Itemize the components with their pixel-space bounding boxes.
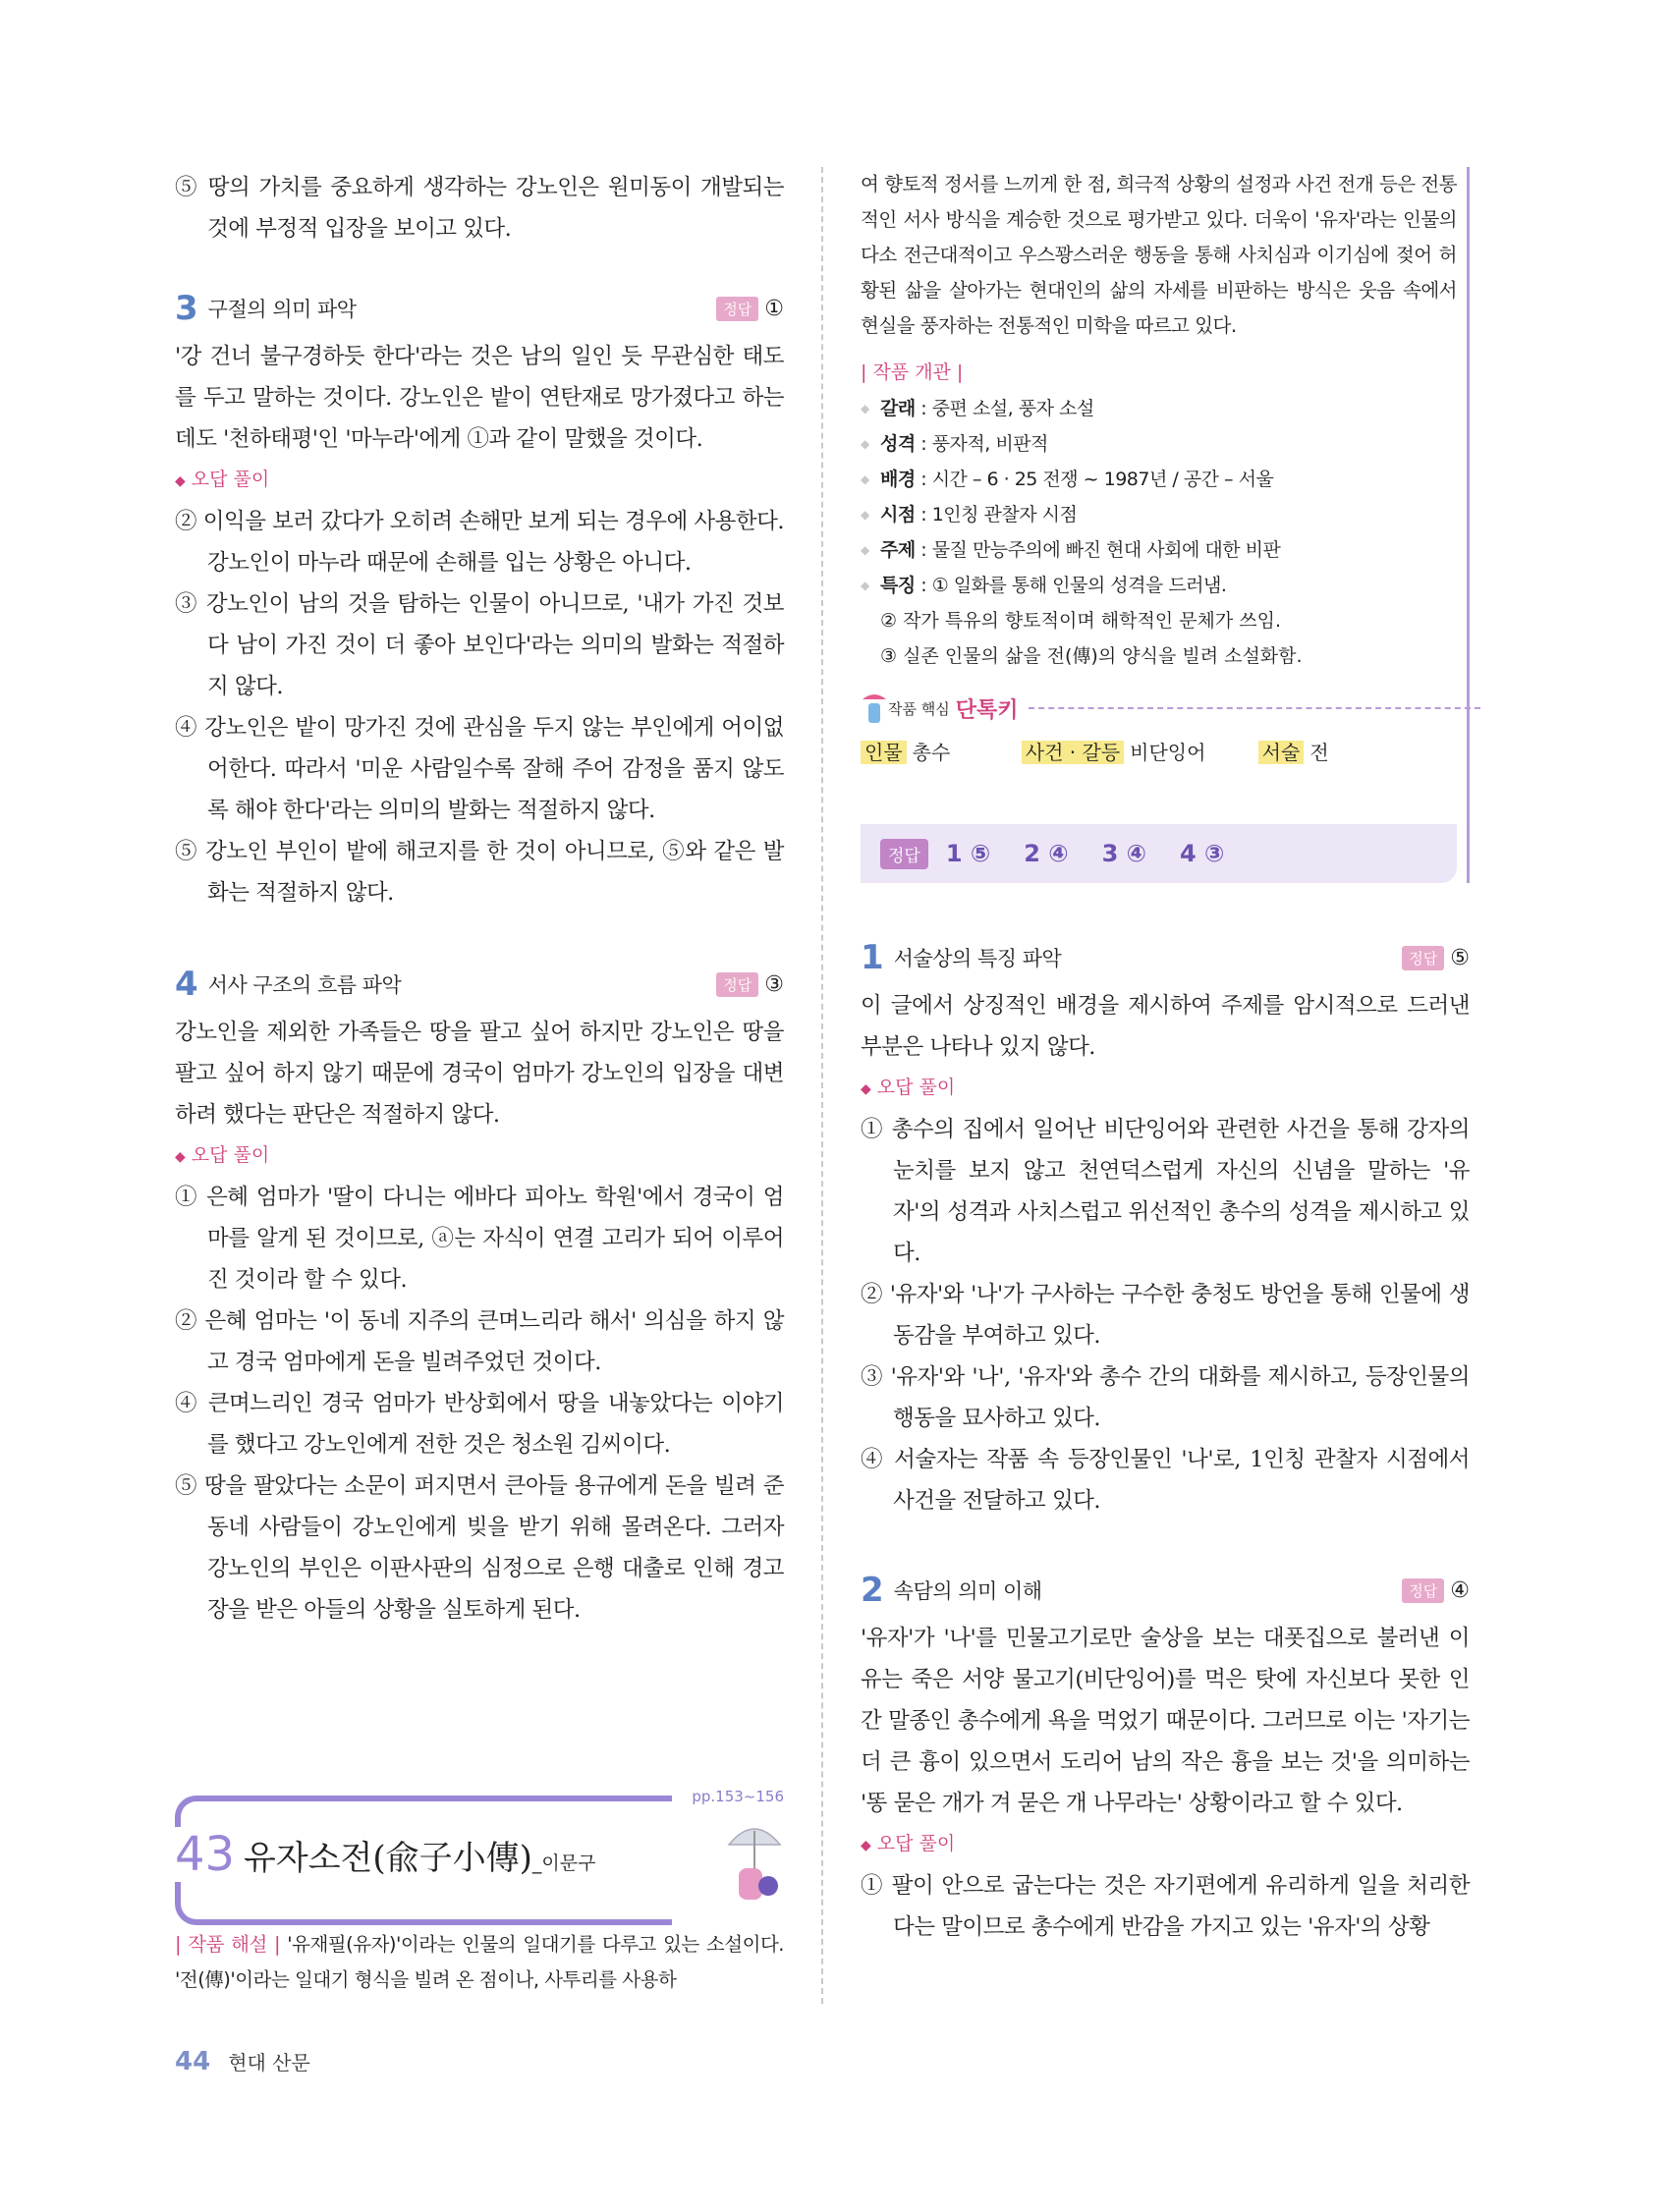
left-column (175, 167, 784, 1631)
answers-bar (861, 824, 1457, 883)
column-divider (821, 167, 823, 2004)
answer-tag: 정답 (716, 972, 758, 997)
work-number: 43 (175, 1827, 239, 1882)
keyword-cell: 인물 총수 (861, 737, 1022, 765)
overview-subitem: ③ 실존 인물의 삶을 전(傳)의 양식을 빌려 소설화함. (880, 645, 1303, 667)
diamond-icon: ◆ (175, 473, 186, 489)
answer-value: ⑤ (1450, 945, 1470, 970)
answer-item: 3 ④ (1101, 840, 1146, 867)
answer-item: 2 ④ (1024, 840, 1069, 867)
parasol-icon (725, 1817, 784, 1906)
dashed-line (1029, 707, 1481, 709)
work-author: _이문구 (531, 1853, 596, 1874)
intro-continuation: 여 향토적 정서를 느끼게 한 점, 희극적 상황의 설정과 사건 전개 등은 전통적인 서사 방식을 계승한 것으로 평가받고 있다. 더욱이 '유자'라는 인물의 다소 전근대적이고 우스꽝스러운 행동을 통해 사치심과 이기심에 젖어 허황된 삶을 살아가는 현대인의 삶의 자세를 비판하는 방식은 웃음 속에서 현실을 풍자하는 전통적인 미학을 따르고 있다. (861, 173, 1457, 337)
list-item: ② 은혜 엄마는 '이 동네 지주의 큰며느리라 해서' 의심을 하지 않고 경국 엄마에게 돈을 빌려주었던 것이다. (175, 1308, 784, 1375)
section-number: 1 (861, 938, 884, 977)
section-title: 서술상의 특징 파악 (893, 947, 1062, 970)
keyword-cell: 서술 전 (1258, 737, 1457, 765)
top-item: ⑤ 땅의 가치를 중요하게 생각하는 강노인은 원미동이 개발되는 것에 부정적 입장을 보이고 있다. (175, 175, 784, 242)
answer-tag: 정답 (716, 297, 758, 321)
answer-item: 4 ③ (1179, 840, 1225, 867)
list-item: ⑤ 땅을 팔았다는 소문이 퍼지면서 큰아들 용규에게 돈을 빌려 준 동네 사람들이 강노인에게 빚을 받기 위해 몰려온다. 그러자 강노인의 부인은 이판사판의 심정으로 은행 대출로 인해 경고장을 받은 아들의 상황을 실토하게 된다. (175, 1473, 784, 1623)
list-item: ② '유자'와 '나'가 구사하는 구수한 충청도 방언을 통해 인물에 생동감을 부여하고 있다. (861, 1282, 1470, 1349)
section-1-body: 이 글에서 상징적인 배경을 제시하여 주제를 암시적으로 드러낸 부분은 나타나 있지 않다. (861, 993, 1470, 1060)
section-2-body: '유자'가 '나'를 민물고기로만 술상을 보는 대폿집으로 불러낸 이유는 죽은 서양 물고기(비단잉어)를 먹은 탓에 자신보다 못한 인간 말종인 총수에게 욕을 먹었기 때문이다. 그러므로 이는 '자기는 더 큰 흉이 있으면서 도리어 남의 작은 흉을 보는 것'을 의미하는 '똥 묻은 개가 겨 묻은 개 나무라는' 상황이라고 할 수 있다. (861, 1626, 1470, 1816)
answer-value: ③ (764, 971, 784, 997)
wrong-answer-heading: ◆ 오답 풀이 (175, 1144, 270, 1166)
diamond-icon: ◆ (861, 1838, 871, 1853)
page-range: pp.153~156 (692, 1788, 784, 1805)
diamond-icon: ◆ (175, 1149, 186, 1165)
list-item: ④ 강노인은 밭이 망가진 것에 관심을 두지 않는 부인에게 어이없어한다. 따라서 '미운 사람일수록 잘해 주어 감정을 품지 않도록 해야 한다'라는 의미의 발화는 적절하지 않다. (175, 715, 784, 823)
keyword-cell: 사건 · 갈등 비단잉어 (1022, 737, 1258, 765)
right-column (861, 167, 1470, 1948)
section-4-header (175, 965, 784, 1004)
list-item: ① 총수의 집에서 일어난 비단잉어와 관련한 사건을 통해 강자의 눈치를 보지 않고 천연덕스럽게 자신의 신념을 말하는 '유자'의 성격과 사치스럽고 위선적인 총수의 성격을 제시하고 있다. (861, 1117, 1470, 1266)
list-item: ⑤ 강노인 부인이 밭에 해코지를 한 것이 아니므로, ⑤와 같은 발화는 적절하지 않다. (175, 839, 784, 906)
answer-badge (1402, 1578, 1470, 1603)
keyword-header (861, 691, 1457, 725)
section-1-header (861, 938, 1470, 977)
work-info-box (861, 167, 1470, 883)
answer-tag: 정답 (1402, 946, 1444, 970)
diamond-icon: ◆ (861, 1081, 871, 1097)
section-4-body: 강노인을 제외한 가족들은 땅을 팔고 싶어 하지만 강노인은 땅을 팔고 싶어 하지 않기 때문에 경국이 엄마가 강노인의 입장을 대변하려 했다는 판단은 적절하지 않다. (175, 1020, 784, 1128)
list-item: ③ 강노인이 남의 것을 탐하는 인물이 아니므로, '내가 가진 것보다 남이 가진 것이 더 좋아 보인다'라는 의미의 발화는 적절하지 않다. (175, 591, 784, 699)
overview-subitem: ② 작가 특유의 향토적이며 해학적인 문체가 쓰임. (880, 610, 1282, 632)
keyword-row (861, 737, 1457, 765)
work-intro-text: | 작품 해설 | '유재필(유자)'이라는 인물의 일대기를 다루고 있는 소설이다. '전(傳)'이라는 일대기 형식을 빌려 온 점이나, 사투리를 사용하 (175, 1933, 784, 1991)
section-3-header (175, 289, 784, 328)
wrong-answer-heading: ◆ 오답 풀이 (861, 1833, 956, 1854)
section-number: 2 (861, 1571, 884, 1610)
overview-item: ◆ 주제 : 물질 만능주의에 빠진 현대 사회에 대한 비판 (861, 532, 1457, 568)
answer-badge (716, 297, 784, 321)
section-3-body: '강 건너 불구경하듯 한다'라는 것은 남의 일인 듯 무관심한 태도를 두고 말하는 것이다. 강노인은 밭이 연탄재로 망가졌다고 하는데도 '천하태평'인 '마누라'에게 ①과 같이 말했을 것이다. (175, 344, 784, 452)
overview-item: ◆ 성격 : 풍자적, 비판적 (861, 426, 1457, 462)
overview-item: ◆ 특징 : ① 일화를 통해 인물의 성격을 드러냄. (861, 568, 1457, 603)
answer-value: ① (764, 296, 784, 321)
work-title: 유자소전(兪子小傳)_이문구 (244, 1839, 596, 1878)
section-number: 3 (175, 289, 198, 328)
section-title: 서사 구조의 흐름 파악 (207, 973, 402, 997)
answer-item: 1 ⑤ (945, 840, 991, 867)
drink-icon (861, 691, 888, 725)
answers-tag: 정답 (880, 839, 928, 869)
intro-heading: | 작품 해설 | (175, 1933, 281, 1956)
wrong-answer-heading: ◆ 오답 풀이 (175, 469, 270, 490)
answer-badge (1402, 946, 1470, 970)
list-item: ① 은혜 엄마가 '딸이 다니는 에바다 피아노 학원'에서 경국이 엄마를 알게 된 것이므로, ⓐ는 자식이 연결 고리가 되어 이루어진 것이라 할 수 있다. (175, 1185, 784, 1293)
overview-heading: | 작품 개관 | (861, 361, 964, 383)
section-title: 속담의 의미 이해 (893, 1579, 1042, 1603)
list-item: ③ '유자'와 '나', '유자'와 총수 간의 대화를 제시하고, 등장인물의 행동을 묘사하고 있다. (861, 1364, 1470, 1431)
page-number: 44 (175, 2047, 211, 2076)
list-item: ② 이익을 보러 갔다가 오히려 손해만 보게 되는 경우에 사용한다. 강노인이 마누라 때문에 손해를 입는 상황은 아니다. (175, 509, 784, 576)
work-title-box (175, 1788, 784, 1915)
section-title: 구절의 의미 파악 (207, 298, 357, 321)
section-number: 4 (175, 965, 198, 1004)
list-item: ① 팔이 안으로 굽는다는 것은 자기편에게 유리하게 일을 처리한다는 말이므로 총수에게 반감을 가지고 있는 '유자'의 상황 (861, 1873, 1470, 1940)
answer-tag: 정답 (1402, 1578, 1444, 1603)
page-footer (175, 2047, 310, 2076)
work-intro (175, 1927, 784, 1998)
overview-item: ◆ 갈래 : 중편 소설, 풍자 소설 (861, 391, 1457, 426)
section-label: 현대 산문 (228, 2051, 310, 2074)
wrong-answer-heading: ◆ 오답 풀이 (861, 1077, 956, 1098)
answer-value: ④ (1450, 1577, 1470, 1603)
overview-item: ◆ 시점 : 1인칭 관찰자 시점 (861, 497, 1457, 532)
list-item: ④ 서술자는 작품 속 등장인물인 '나'로, 1인칭 관찰자 시점에서 사건을 전달하고 있다. (861, 1447, 1470, 1514)
list-item: ④ 큰며느리인 경국 엄마가 반상회에서 땅을 내놓았다는 이야기를 했다고 강노인에게 전한 것은 청소원 김씨이다. (175, 1391, 784, 1458)
section-2-header (861, 1571, 1470, 1610)
keyword-title: 단톡키 (955, 697, 1019, 723)
overview-item: ◆ 배경 : 시간 – 6 · 25 전쟁 ~ 1987년 / 공간 – 서울 (861, 462, 1457, 497)
keyword-label: 작품 핵심 (888, 699, 950, 718)
answer-badge (716, 972, 784, 997)
